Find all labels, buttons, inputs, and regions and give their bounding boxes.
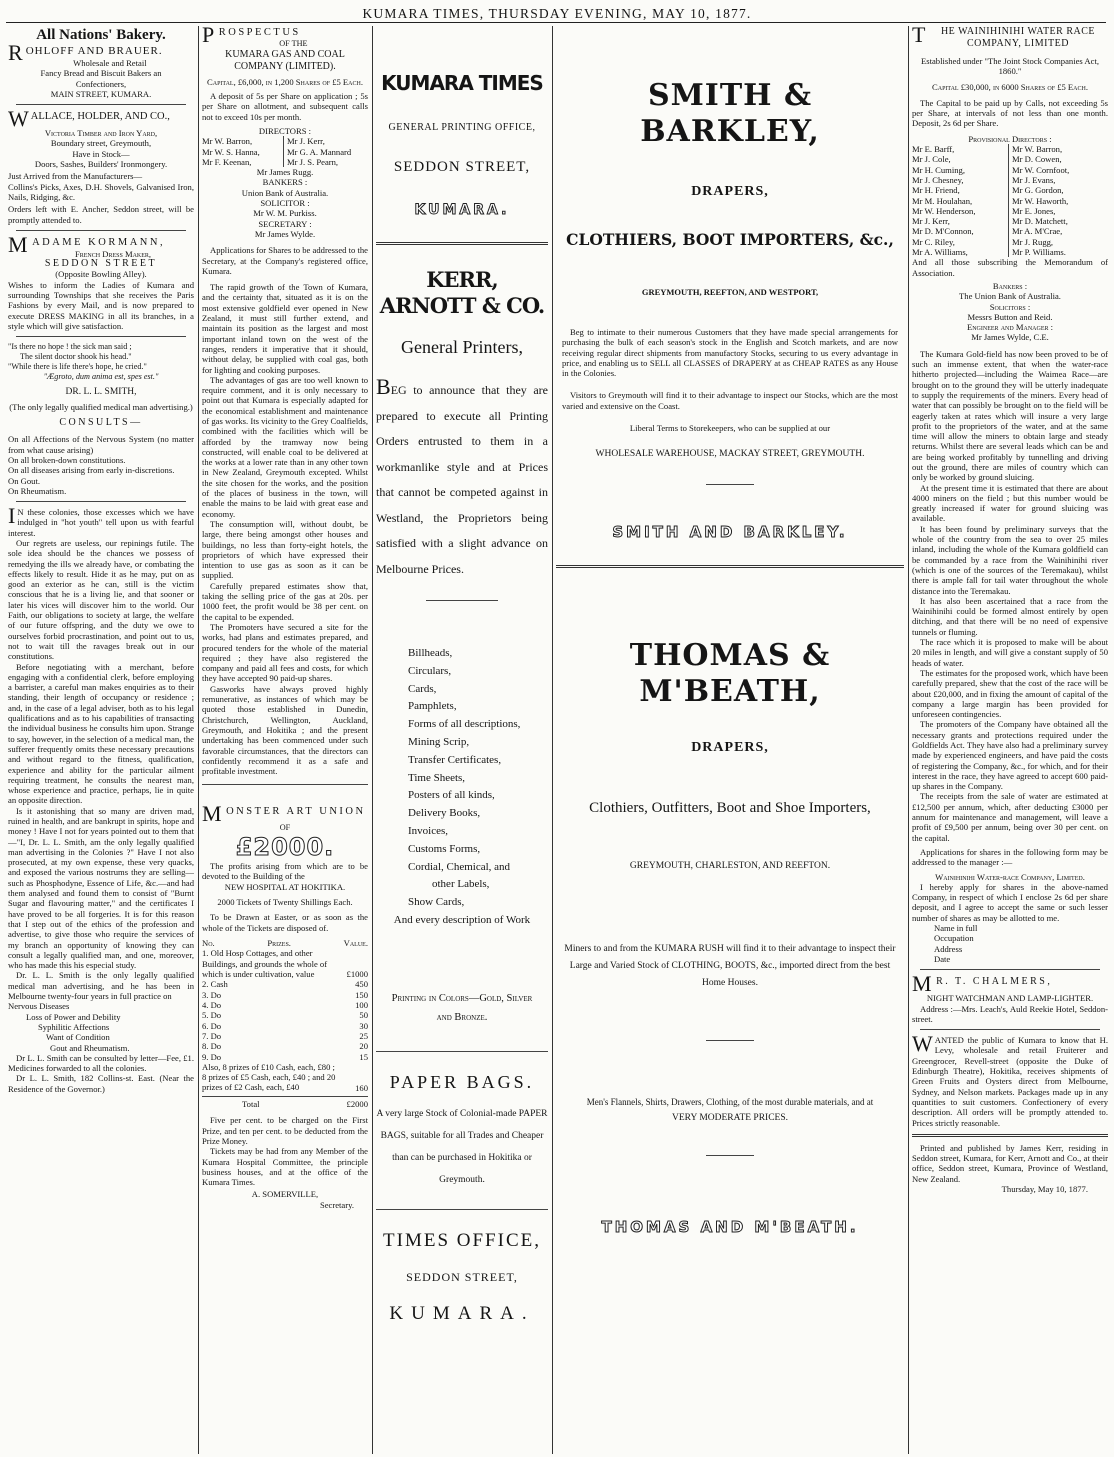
quote-line: "While there is life there's hope, he cried.": [8, 361, 147, 371]
times-office: TIMES OFFICE,: [383, 1229, 541, 1251]
times-seddon: SEDDON STREET,: [406, 1269, 518, 1284]
directors-heading: DIRECTORS :: [258, 125, 312, 136]
printing-item: Posters of all kinds,: [408, 789, 495, 802]
director-name: Mr E. Jones,: [1012, 205, 1056, 216]
quote-line: The silent doctor shook his head.": [20, 352, 132, 362]
prospectus-company: KUMARA GAS AND COAL COMPANY (LIMITED).: [225, 48, 345, 72]
director-name: Mr E. Barff,: [912, 144, 955, 155]
article-paragraph: Dr. L. L. Smith is the only legally qualified medical man advertising, and he has been in Melbourne twenty-four years in full practice on: [8, 970, 194, 1002]
water-race-bankers: The Union Bank of Australia.: [959, 291, 1061, 302]
art-union-of: OF: [279, 823, 291, 833]
printing-item: Customs Forms,: [408, 842, 481, 855]
printing-item: Circulars,: [408, 664, 452, 677]
sb-body: Beg to intimate to their numerous Customers that they have made special arrangements for purchasing the bulk of each season's stock in the English and Scotch markets, and are now receiving regular direct shipments from manufactory Stocks, securing to us every advantage in price, and enabling us to SELL all CLASSES of DRAPERY at as CHEAP RATES as any House in the Colonies.: [562, 327, 898, 379]
sb-drapers: DRAPERS,: [691, 184, 769, 199]
director-name: Mr James Rugg.: [256, 167, 314, 178]
water-race-apply: Applications for shares in the following form may be addressed to the manager :—: [912, 846, 1108, 868]
bakery-firm: ROHLOFF AND BRAUER.: [8, 40, 163, 65]
kormann-opp: (Opposite Bowling Alley).: [55, 269, 147, 280]
director-name: Mr J. Rugg,: [1012, 236, 1054, 247]
kormann-body: Wishes to inform the Ladies of Kumara and surrounding Townships that she receives the Paris Fashions by every Mail, and is now prepared to execute DRESS MAKING in all its branches, in a style which will give satisfaction.: [8, 279, 194, 331]
imprint: Printed and published by James Kerr, residing in Seddon street, Kumara, for Kerr, Arnott and Co., at their office, Seddon street, Kumara, Province of Westland, New Zealand.: [912, 1142, 1108, 1184]
divider: [706, 484, 754, 485]
divider: [202, 784, 368, 785]
art-union-paragraph: Five per cent. to be charged on the First Prize, and ten per cent. to be deducted from the Prize Money.: [202, 1115, 368, 1146]
divider: [706, 1040, 754, 1041]
kormann-trade: French Dress Maker,: [74, 248, 152, 259]
tm-sign: THOMAS AND M'BEATH.: [601, 1217, 859, 1236]
directors-list: [202, 136, 368, 167]
bakery-title: All Nations' Bakery.: [36, 27, 166, 43]
prize-row: 8. Do 20: [202, 1041, 368, 1052]
divider: [16, 501, 186, 502]
prospectus-deposit: A deposit of 5s per Share on application ; 5s per Share on allotment, and subsequent calls not to exceed 10s per month.: [202, 91, 368, 122]
solicitor-heading: SOLICITOR :: [260, 198, 310, 209]
water-race-paragraph: The estimates for the proposed work, which have been carefully prepared, shew that the cost of the race will be about £20,000, and in fixing the amount of capital of the company a large margin has been provided for unforeseen contingencies.: [912, 667, 1108, 720]
water-race-form-heading: Wainihinihi Water-race Company, Limited.: [935, 871, 1085, 882]
director-name: Mr H. Cuming,: [912, 164, 965, 175]
tm-clothiers: Clothiers, Outfitters, Boot and Shoe Importers,: [589, 799, 871, 816]
prospectus-of: OF THE: [279, 39, 308, 48]
water-race-paragraph: It has also been ascertained that a race from the Wainihinihi could be formed almost entirely by open ditching, and that there will be no need of expensive tunnels or fluming.: [912, 595, 1108, 637]
tm-prices: VERY MODERATE PRICES.: [671, 1112, 789, 1123]
divider: [16, 230, 186, 231]
water-race-engineer: Mr James Wylde, C.E.: [971, 332, 1049, 343]
prize-total: Total £2000: [202, 1096, 368, 1109]
water-race-directors: [912, 144, 1108, 257]
water-race-capital: Capital £30,000, in 6000 Shares of £5 Each.: [932, 81, 1088, 92]
printing-item: other Labels,: [432, 878, 490, 891]
prospectus-capital: Capital, £6,000, in 1,200 Shares of £5 Each.: [207, 76, 363, 87]
chalmers-address: Address :—Mrs. Leach's, Auld Reekie Hotel, Seddon-street.: [912, 1003, 1108, 1024]
director-name: Mr W. Henderson,: [912, 205, 976, 216]
water-race-form-field: Occupation: [934, 933, 974, 944]
directors-left: [202, 136, 283, 167]
printing-items: [376, 645, 548, 912]
printing-office: GENERAL PRINTING OFFICE,: [388, 122, 536, 133]
column-3: [376, 26, 548, 1454]
column-4: [556, 26, 904, 1454]
art-union-drawn: To be Drawn at Easter, or as soon as the whole of the Tickets are disposed of.: [202, 912, 368, 933]
divider: [426, 600, 498, 601]
tm-towns: GREYMOUTH, CHARLESTON, AND REEFTON.: [629, 860, 831, 871]
divider: [920, 1029, 1100, 1030]
kerr-arnott-title: KERR, ARNOTT & CO.: [379, 267, 545, 318]
printing-item: Mining Scrip,: [408, 735, 470, 748]
bakery-line: Wholesale and Retail: [73, 58, 147, 68]
art-union-desc: The profits arising from which are to be devoted to the Building of the: [202, 861, 368, 882]
director-name: Mr D. Cowen,: [1012, 154, 1062, 165]
chalmers-name: M R. T. CHALMERS,: [912, 971, 1053, 997]
disease-item: Syphilitic Affections: [38, 1021, 110, 1032]
directors-right: [1008, 144, 1108, 257]
water-race-solicitors-heading: Solicitors :: [989, 301, 1031, 312]
column-rule: [908, 26, 909, 1454]
prospectus-paragraph: The advantages of gas are too well known to require comment, and it is only necessary to point out that Kumara is especially adapted for the economical establishment and maintenance of gas works. Its vicinity to the Grey Coalfields, combined with the facilities which will be afforded by the tramway now being constructed, will enable coal to be delivered at the works at a lower rate than in any other town in New Zealand, Greymouth excepted. Whilst the site chosen for the works, and the position of the places of business in the town, will enable the mains to be laid with great ease and economy.: [202, 374, 368, 519]
secretary: Mr James Wylde.: [254, 228, 316, 239]
director-name: Mr W. Haworth,: [1012, 195, 1069, 206]
chalmers-trade: NIGHT WATCHMAN AND LAMP-LIGHTER.: [926, 993, 1094, 1004]
tm-flannels: Men's Flannels, Shirts, Drawers, Clothing, of the most durable materials, and at: [586, 1096, 874, 1107]
water-race-paragraph: The receipts from the sale of water are estimated at £12,500 per annum, which, after deducting £3000 per annum for maintenance and management, will leave a profit of £9,500 per annum, being over 30 per cent. on the capital.: [912, 791, 1108, 843]
printing-item: Billheads,: [408, 647, 453, 659]
water-race-paragraph: The Kumara Gold-field has now been proved to be of such an immense extent, that when the water-race hitherto projected—including the Waimea Race—are brought on to the ground they will be utterly inadequate to supply the requirements of the miners. Every head of water that can possibly be brought on to the field will be eagerly taken at rates which will insure a very large profit to the proprietors of the water, and at the same time will allow the miners to obtain large and steady returns. Whilst there are several leads which can be and are being worked profitably by tunnelling and driving out the ground, there are miles of country which can only be worked by ground sluicing.: [912, 348, 1108, 483]
masthead-rule: [6, 22, 1106, 23]
divider: [706, 1155, 754, 1156]
seddon-street: SEDDON STREET,: [393, 159, 531, 175]
divider: [16, 336, 186, 337]
director-name: Mr A. Williams,: [912, 247, 968, 258]
secretary-heading: SECRETARY :: [258, 218, 312, 229]
printing-item: Forms of all descriptions,: [408, 718, 521, 731]
divider: [376, 242, 548, 245]
prize-row: 7. Do 25: [202, 1030, 368, 1041]
smith-name: DR. L. L. SMITH,: [65, 387, 137, 398]
disease-item: Nervous Diseases: [8, 1001, 70, 1012]
divider: [376, 1051, 548, 1052]
director-name: Mr J. Chesney,: [912, 174, 964, 185]
consult-fee: Dr L. L. Smith can be consulted by letter—Fee, £1. Medicines forwarded to all the colonies.: [8, 1052, 194, 1074]
director-name: Mr J. Kerr,: [287, 136, 325, 147]
paper-bags-title: PAPER BAGS.: [389, 1071, 535, 1092]
water-race-solicitors: Messrs Button and Reid.: [967, 311, 1053, 322]
divider: [912, 1134, 1108, 1137]
tm-drapers: DRAPERS,: [691, 739, 769, 755]
smith-barkley-title: SMITH & BARKLEY,: [640, 78, 820, 149]
smith-address: Dr L. L. Smith, 182 Collins-st. East. (Near the Residence of the Governor.): [8, 1073, 194, 1094]
imprint-date: Thursday, May 10, 1877.: [1001, 1183, 1088, 1194]
director-name: Mr D. Matchett,: [1012, 216, 1068, 227]
prize-header: No. Prizes. Value.: [202, 937, 368, 948]
water-race-title: T HE WAINIHINIHI WATER RACE COMPANY, LIMITED: [912, 26, 1095, 49]
smith-desc: (The only legally qualified medical man advertising.): [9, 401, 193, 412]
prospectus-title: PROSPECTUS: [202, 26, 301, 47]
wallace-arrived: Just Arrived from the Manufacturers—: [8, 171, 143, 182]
water-race-calls: The Capital to be paid up by Calls, not exceeding 5s per Share, at intervals of not less than one month. Deposit, 2s 6d per Share.: [912, 97, 1108, 129]
wallace-sub: Victoria Timber and Iron Yard,: [44, 128, 158, 139]
printing-item: Show Cards,: [408, 896, 465, 909]
tm-body: Miners to and from the KUMARA RUSH will find it to their advantage to inspect their Large and Varied Stock of CLOTHING, BOOTS, &c., imported direct from the best Home Houses.: [564, 943, 896, 988]
prospectus-paragraph: The consumption will, without doubt, be large, there being amongst other houses and buildings, no less than forty-eight hotels, the proprietors of which have expressed their intention to use gas as soon as it can be supplied.: [202, 518, 368, 581]
printing-item: Cordial, Chemical, and: [408, 860, 511, 873]
column-5: [912, 26, 1108, 1454]
director-name: Mr W. Cornfoot,: [1012, 164, 1070, 175]
water-race-paragraph: The race which it is proposed to make will be about 20 miles in length, and will give a constant supply of 50 heads of water.: [912, 637, 1108, 668]
director-name: Mr J. Kerr,: [912, 216, 950, 227]
director-name: Mr W. S. Hanna,: [202, 146, 260, 157]
water-race-paragraph: The promoters of the Company have obtained all the necessary grants and protections required under the Goldfields Act. They have also had a preliminary survey made by experienced engineers, and have paid the costs of registering the Company, &c., for which, and for their interest in the race, they have agreed to accept 600 paid-up shares in the Company.: [912, 719, 1108, 792]
wallace-firm: WALLACE, HOLDER, AND CO.,: [8, 106, 170, 132]
wallace-orders: Orders left with E. Ancher, Seddon street, will be promptly attended to.: [8, 204, 194, 225]
consult-item: On Rheumatism.: [8, 485, 67, 496]
general-printers: General Printers,: [401, 337, 523, 357]
art-union-sign: A. SOMERVILLE,: [251, 1189, 319, 1200]
paper-bags-desc: A very large Stock of Colonial-made PAPER BAGS, suitable for all Trades and Cheaper than can be purchased in Hokitika or Greymouth.: [376, 1108, 548, 1185]
sb-warehouse: WHOLESALE WAREHOUSE, MACKAY STREET, GREYMOUTH.: [595, 449, 865, 460]
printing-item: Time Sheets,: [408, 771, 466, 784]
divider: [376, 1209, 548, 1210]
director-name: Mr M. Houlahan,: [912, 195, 973, 206]
wallace-goods: Collins's Picks, Axes, D.H. Shovels, Galvanised Iron, Nails, Ridging, &c.: [8, 181, 194, 202]
water-race-bankers-heading: Bankers :: [992, 280, 1028, 291]
director-name: Mr D. M'Connon,: [912, 226, 974, 237]
printing-item: Cards,: [408, 682, 437, 695]
director-name: Mr G. A. Mannard: [287, 146, 352, 157]
art-union-title: MONSTER ART UNION: [202, 801, 366, 827]
kumara-times-title: KUMARA TIMES: [381, 71, 543, 95]
printing-colors: Printing in Colors—Gold, Silver and Bronze.: [391, 992, 533, 1023]
prize-also: Also, 8 prizes of £10 Cash, each, £80 ; 8 prizes of £5 Cash, each, £40 ; and 20 prizes of £2 Cash, each, £40: [202, 1061, 336, 1093]
sb-visitors: Visitors to Greymouth will find it to their advantage to inspect our Stocks, which are the most varied and extensive on the Coast.: [562, 390, 898, 411]
director-name: Mr W. Barron,: [202, 136, 253, 147]
consult-item: On Gout.: [8, 475, 40, 486]
prize-row: 3. Do 150: [202, 989, 368, 1000]
sb-clothiers: CLOTHIERS, BOOT IMPORTERS, &c.,: [566, 230, 894, 249]
bakery-line: Confectioners,: [75, 78, 127, 89]
bakery-line: Fancy Bread and Biscuit Bakers an: [40, 68, 162, 79]
divider: [920, 969, 1100, 970]
water-race-subscribing: And all those subscribing the Memorandum of Association.: [912, 257, 1108, 278]
column-2: [202, 26, 368, 1454]
prospectus-paragraph: The Promoters have secured a site for the works, had plans and estimates prepared, and procured tenders for the whole of the material required ; they have also registered the company and paid all fees and costs, for which they have accepted 90 paid-up shares.: [202, 621, 368, 684]
kormann-street: SEDDON STREET: [44, 258, 158, 270]
quote-line: "Ægroto, dum anima est, spes est.": [43, 371, 159, 381]
prospectus-paragraph: Gasworks have always proved highly remunerative, as instances of which may be quoted those established in Dunedin, Christchurch, Wellington, Auckland, Greymouth, and Hokitika ; and the present undertaking has been commenced under such favorable circumstances, that the directors can confidently recommend it as a safe and profitable investment.: [202, 683, 368, 777]
disease-item: Loss of Power and Debility: [26, 1011, 121, 1022]
times-kumara: KUMARA.: [389, 1302, 535, 1324]
kumara-town: KUMARA.: [414, 202, 510, 218]
divider: [16, 104, 186, 105]
prize-row: 4. Do 100: [202, 1000, 368, 1011]
water-race-form-field: Name in full: [934, 923, 978, 934]
art-union-tickets: 2000 Tickets of Twenty Shillings Each.: [217, 897, 353, 908]
column-rule: [372, 26, 373, 1454]
levy-advert: WANTED the public of Kumara to know that H. Levy, wholesale and retail Fruiterer and Greengrocer, Revell-street (opposite the Duke of Edinburgh Theatre), Hokitika, receives shipments of Green Fruits and Oysters direct from Melbourne, Sydney, and Nelson markets. Packages made up in any quantities to suit customers. Confectionery of every description. All orders will be promptly attended to. Prices strictly reasonable.: [912, 1031, 1108, 1128]
masthead: KUMARA TIMES, THURSDAY EVENING, MAY 10, 1877.: [362, 6, 752, 21]
kormann-name: MADAME KORMANN,: [8, 231, 166, 257]
solicitor: Mr W. M. Purkiss.: [253, 208, 317, 219]
article-paragraph: Is it astonishing that so many are driven mad, ruined in health, and are bankrupt in spirits, hope and money ! Have I not for years pointed out to them that—"I, Dr. L. L. Smith, am the only legally qualified man advertising in the Colonies ?" Have I not also prosecuted, at my own expense, these very quacks, and exposed the various nostrums they are selling—such as Phosphodyne, Essence of Life, &c.—and had them analysed and found them to consist of "Burnt Sugar and flavouring matter," and the certificates I have proved to be all forgeries. It is for this reason that I step out of the ethics of the profession and advertise, to give those who require the services of my branch an opportunity of knowing they can consult a legally qualified man, and one, moreover, who has made this his especial study.: [8, 805, 194, 971]
printing-item: Delivery Books,: [408, 807, 481, 820]
divider: [556, 565, 904, 568]
sb-towns: GREYMOUTH, REEFTON, AND WESTPORT,: [641, 287, 819, 297]
printing-item: Pamphlets,: [408, 700, 457, 713]
applications: Applications for Shares to be addressed to the Secretary, at the Company's registered office, Kumara.: [202, 245, 368, 276]
wallace-line: Have in Stock—: [72, 148, 130, 159]
prize-row: 6. Do 30: [202, 1020, 368, 1031]
water-race-directors-heading: Provisional Directors :: [968, 133, 1052, 144]
prize-row: 9. Do 15: [202, 1051, 368, 1062]
prize-row: 2. Cash 450: [202, 979, 368, 990]
art-union-sign-role: Secretary.: [319, 1199, 354, 1210]
sb-sign: SMITH AND BARKLEY.: [612, 522, 848, 541]
prize-also-value: 160: [355, 1082, 368, 1093]
director-name: Mr P. Williams.: [1012, 247, 1066, 258]
column-rule: [552, 26, 553, 1454]
director-name: Mr F. Keenan,: [202, 156, 252, 167]
water-race-form-field: Date: [934, 953, 951, 964]
director-name: Mr G. Gordon,: [1012, 185, 1064, 196]
water-race-form-field: Address: [934, 943, 963, 954]
bankers-heading: BANKERS :: [262, 177, 308, 188]
water-race-engineer-heading: Engineer and Manager :: [966, 322, 1054, 333]
printing-item: And every description of Work: [393, 913, 531, 926]
art-union-hospital: NEW HOSPITAL AT HOKITIKA.: [224, 881, 346, 892]
water-race-paragraph: It has been found by preliminary surveys that the whole of the country from the sea to over 25 miles inland, including the whole of the Kumara goldfield can be commanded by a race from the Wainihinihi river (which is one of the sources of the Teremakau), whilst there is ample fall for tail water throughout the whole distance into the Teremakau.: [912, 523, 1108, 596]
bakery-line: MAIN STREET, KUMARA.: [50, 88, 152, 99]
art-union-paragraph: Tickets may be had from any Member of the Kumara Hospital Committee, the principle business houses, and at the office of the Kumara Times.: [202, 1146, 368, 1188]
column-rule: [198, 26, 199, 1454]
director-name: Mr H. Friend,: [912, 185, 960, 196]
bankers: Union Bank of Australia.: [241, 187, 329, 198]
director-name: Mr C. Riley,: [912, 236, 955, 247]
prize-value: £1000: [346, 969, 368, 980]
directors-right: [283, 136, 368, 167]
consults-heading: CONSULTS—: [59, 417, 143, 429]
disease-item: Gout and Rheumatism.: [50, 1042, 130, 1053]
director-name: Mr W. Barron,: [1012, 144, 1063, 155]
disease-item: Want of Condition: [46, 1032, 110, 1043]
water-race-form-body: I hereby apply for shares in the above-named Company, in respect of which I enclose 2s 6d per share deposit, and I agree to accept the same or such lesser number of shares as may be allotted to me.: [912, 881, 1108, 923]
prospectus-paragraph: The rapid growth of the Town of Kumara, and the certainty that, situated as it is on the most extensive goldfield ever opened in New Zealand, it must still further extend, and maintain its position as the largest and most important inland town on the west of the ranges, renders it imperative that it should, without delay, be supplied with coal gas, both for lighting and cooking purposes.: [202, 282, 368, 375]
prospectus-paragraph: Carefully prepared estimates show that, taking the selling price of the gas at 20s. per 1000 feet, the profit would be 38 per cent. on the capital to be expended.: [202, 580, 368, 622]
director-name: Mr A. M'Crae,: [1012, 226, 1063, 237]
director-name: Mr J. Evans,: [1012, 174, 1056, 185]
consult-item: On all diseases arising from early in-discretions.: [8, 465, 175, 476]
article-paragraph: I N these colonies, those excesses which we have indulged in "hot youth" tell upon us with fearful interest.: [8, 503, 194, 538]
prize-row: 1. Old Hosp Cottages, and other Buildings, and grounds the whole of which is under cultivation, value: [202, 948, 328, 979]
printing-item: Invoices,: [408, 824, 449, 837]
director-name: Mr J. Cole,: [912, 154, 951, 165]
wallace-line: Boundary street, Greymouth,: [50, 138, 152, 149]
printing-item: Transfer Certificates,: [408, 753, 502, 766]
printing-announcement: BEG to announce that they are prepared to execute all Printing Orders entrusted to them in a workmanlike style and at Prices that cannot be competed against in Westland, the Proprietors being satisfied with a slight advance on Melbourne Prices.: [376, 374, 548, 576]
consult-item: On all broken-down constitutions.: [8, 454, 126, 465]
art-union-amount: £2000.: [235, 833, 335, 862]
article-paragraph: Our regrets are useless, our repinings futile. The sole idea should be the chances we possess of remedying the ills we already have, or combating the effects likely to result. Hide it as he may, put on as good an exterior as he can, still is the victim conscious that he is a living lie, and that sooner or later his vices will discover him to the world. Our Faith, our obligations to society at large, the welfare of our future offspring, and the duty we owe to ourselves forbid procrastination, and point out to us, not to wait till the ravages break out in our constitutions.: [8, 537, 194, 662]
directors-left: [912, 144, 1008, 257]
prize-row: 5. Do 50: [202, 1010, 368, 1021]
consult-item: On all Affections of the Nervous System (no matter from what cause arising): [8, 434, 194, 455]
director-name: Mr J. S. Pearn,: [287, 156, 339, 167]
column-1: [8, 26, 194, 1454]
quote-line: "Is there no hope ! the sick man said ;: [8, 342, 132, 352]
article-paragraph: Before negotiating with a merchant, before engaging with a confidential clerk, before employing a barrister, a careful man makes enquiries as to their standing, their length of occupancy or residence ; and, in the case of a legal adviser, both as to his legal qualifications and as to his capabilities of transacting the individual business he consults him upon. Strange to say, however, in the selection of a medical man, the sufferer frequently omits these necessary precautions and without regard to the fitness, qualification, experience and ability for the particular ailment requiring treatment, he consults the nearest man, whose experience and practice, perhaps, lie in quite an opposite direction.: [8, 661, 194, 806]
wallace-line: Doors, Sashes, Builders' Ironmongery.: [34, 159, 168, 170]
water-race-paragraph: At the present time it is estimated that there are about 4000 miners on the field ; but this number would be greatly increased if water for ground sluicing was available.: [912, 482, 1108, 524]
sb-terms: Liberal Terms to Storekeepers, who can be supplied at our: [629, 423, 831, 434]
water-race-est: Established under "The Joint Stock Companies Act, 1860.": [921, 56, 1099, 77]
thomas-mbeath-title: THOMAS & M'BEATH,: [629, 637, 831, 709]
